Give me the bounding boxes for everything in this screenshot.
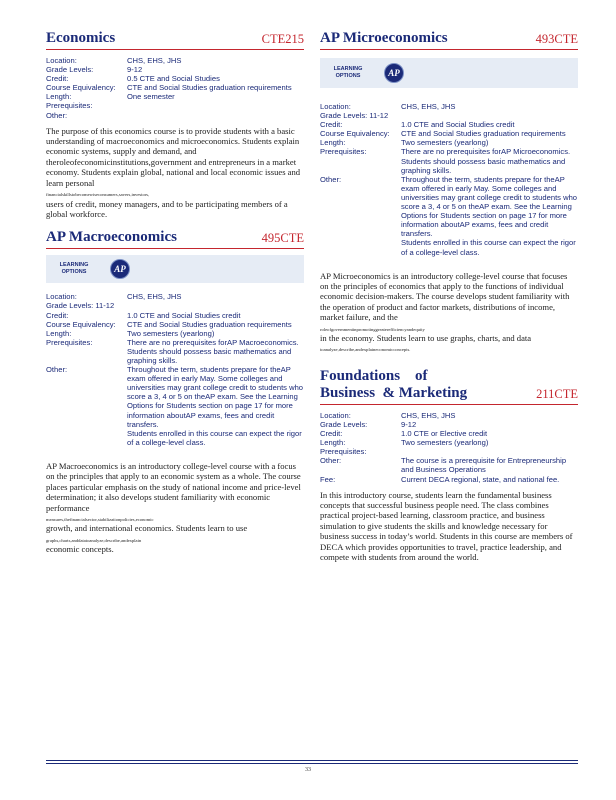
grade-label: Grade Levels:: [320, 419, 368, 429]
equivalency-label: Course Equivalency:: [320, 129, 390, 139]
other-value: The course is a prerequisite for Entrepreneurship and Business Operations: [401, 456, 567, 475]
description-fine-print: roleofgovernmentinpromotinggreaterefficiencyandequity: [320, 326, 425, 332]
course-description: [320, 490, 578, 563]
course-code: CTE215: [261, 32, 304, 46]
description-fine-print: financialskillstobecomewiseconsumers,savers,investors,: [46, 192, 150, 198]
description-text: In this introductory course, students learn the fundamental business concepts that successful business people need. The class combines practical project-based learning, classroom practice, and business simulation to give students the skills and knowledge necessary for business success in today’s world. Students in this course are members of DECA which provides opportunities to travel, practice leadership, and compete with students from around the world.: [320, 489, 573, 563]
other-label: Other:: [320, 174, 342, 184]
credit-value: 1.0 CTE and Social Studies credit: [401, 120, 515, 130]
description-text: economic concepts.: [46, 544, 114, 555]
other-text: Students enrolled in this course can expect the rigor of a college-level class.: [127, 428, 302, 447]
credit-value: 1.0 CTE or Elective credit: [401, 429, 488, 439]
course-header: [320, 368, 578, 405]
equivalency-value: CTE and Social Studies graduation requirements: [127, 319, 292, 329]
location-value: CHS, EHS, JHS: [401, 410, 456, 420]
credit-label: Credit:: [46, 310, 69, 320]
other-text: Throughout the term, students prepare for theAP exam offered in early May. Some colleges and universities may grant college credit to students who score a 3, 4 or 5 on theAP exam. See the Learning Options for Students section on page 17 for more information aboutAP exams, fees and credit transfers.: [401, 174, 578, 239]
other-value: [127, 365, 304, 447]
description-text: AP Microeconomics is an introductory college-level course that focuses on the principles of economics that apply to the functions of individual economic decision-makers. The course develops student familiarity with the operation of product and factor markets, distributions of income, market failure, and the: [320, 270, 570, 323]
length-value: One semester: [127, 92, 175, 102]
page-number: 33: [305, 767, 311, 773]
course-description: [46, 126, 304, 220]
other-label: Other:: [46, 110, 68, 120]
course-ap-macroeconomics: [46, 229, 304, 554]
left-column: [46, 30, 304, 561]
location-label: Location:: [320, 102, 351, 111]
fee-label: Fee:: [320, 474, 336, 484]
right-column: [320, 30, 578, 568]
course-info: [46, 56, 304, 120]
footer-rule: [46, 760, 578, 761]
prereq-value: There are no prerequisites forAP Macroeconomics. Students should possess basic mathematics and graphing skills.: [127, 337, 299, 365]
credit-label: Credit:: [320, 120, 343, 130]
prereq-label: Prerequisites:: [320, 147, 367, 157]
course-title: AP Microeconomics: [320, 30, 448, 46]
location-value: CHS, EHS, JHS: [127, 292, 182, 302]
fee-value: Current DECA regional, state, and national fee.: [401, 474, 560, 484]
length-label: Length:: [46, 92, 72, 102]
course-header: [46, 229, 304, 249]
grade-value: 9-12: [127, 65, 143, 75]
course-code: 495CTE: [261, 231, 304, 246]
course-title-line: Business & Marketing: [320, 384, 468, 401]
length-label: Length:: [320, 138, 346, 148]
location-label: Location:: [46, 56, 77, 65]
other-value: [401, 175, 578, 257]
equivalency-value: CTE and Social Studies graduation requirements: [127, 83, 292, 93]
prereq-label: Prerequisites:: [46, 337, 93, 347]
course-code: 211CTE: [536, 386, 578, 401]
length-value: Two semesters (yearlong): [401, 138, 489, 148]
description-text: The purpose of this economics course is to provide students with a basic understanding of macroeconomics and microeconomics. Students explain economic systems, supply and demand, and theroleofeconomicinstitutions,government and entrepreneurs in a market economy. Students explain global, national and local economic issues and learn personal: [46, 125, 301, 188]
course-description: [46, 461, 304, 555]
description-text: growth, and international economics. Students learn to use: [46, 523, 248, 534]
location-value: CHS, EHS, JHS: [127, 56, 182, 65]
credit-value: 0.5 CTE and Social Studies: [127, 74, 220, 84]
learning-options-box: [320, 58, 578, 88]
location-value: CHS, EHS, JHS: [401, 102, 456, 111]
description-text: in the economy. Students learn to use graphs, charts, and data: [320, 333, 532, 344]
learning-options-label: LEARNING OPTIONS: [59, 262, 89, 276]
grade-label: Grade Levels:: [46, 65, 94, 75]
ap-badge-icon: AP: [384, 63, 404, 83]
learning-options-label: LEARNING OPTIONS: [333, 66, 363, 79]
length-label: Length:: [46, 328, 72, 338]
description-fine-print: measures,thefinancialsector,stabilizationpolicies,economic: [46, 516, 154, 522]
course-info: [320, 102, 578, 257]
equivalency-label: Course Equivalency:: [46, 83, 116, 93]
footer-rule: [46, 763, 578, 764]
length-value: Two semesters (yearlong): [127, 328, 215, 338]
course-header: [46, 30, 304, 50]
grade-label: Grade Levels: 11-12: [320, 111, 389, 121]
length-value: Two semesters (yearlong): [401, 438, 489, 448]
course-title: [320, 368, 467, 402]
other-label: Other:: [320, 456, 342, 466]
equivalency-value: CTE and Social Studies graduation requirements: [401, 129, 566, 139]
course-info: [46, 292, 304, 447]
course-code: 493CTE: [535, 32, 578, 46]
course-ap-microeconomics: [320, 30, 578, 354]
prereq-label: Prerequisites:: [46, 101, 93, 111]
other-label: Other:: [46, 365, 68, 375]
grade-value: 9-12: [401, 419, 417, 429]
course-description: [320, 271, 578, 354]
prereq-label: Prerequisites:: [320, 447, 367, 457]
course-info: [320, 411, 578, 484]
course-foundations-business-marketing: [320, 368, 578, 563]
other-text: Throughout the term, students prepare for theAP exam offered in early May. Some colleges and universities may grant college credit to students who score a 3, 4 or 5 on theAP exam. See the Learning Options for Students section on page 17 for more information aboutAP exams, fees and credit transfers.: [127, 365, 304, 429]
course-title: AP Macroeconomics: [46, 229, 177, 246]
credit-value: 1.0 CTE and Social Studies credit: [127, 310, 241, 320]
ap-badge-icon: AP: [110, 259, 130, 279]
description-fine-print: graphs,charts,anddatatoanalyze,describe,andexplain: [46, 537, 142, 543]
credit-label: Credit:: [320, 429, 343, 439]
grade-label: Grade Levels: 11-12: [46, 301, 115, 311]
description-text: AP Macroeconomics is an introductory college-level course with a focus on the principles that apply to an economic system as a whole. The course places particular emphasis on the study of national income and price-level determination; it also develops student familiarity with economic performance: [46, 460, 301, 513]
location-label: Location:: [320, 410, 351, 420]
location-label: Location:: [46, 292, 77, 302]
course-header: [320, 30, 578, 50]
course-economics: [46, 30, 304, 219]
length-label: Length:: [320, 438, 346, 448]
course-title: Economics: [46, 30, 116, 46]
description-fine-print: toanalyze,describe,andexplaineconomicconcepts.: [320, 347, 411, 353]
equivalency-label: Course Equivalency:: [46, 319, 116, 329]
prereq-value: There are no prerequisites forAP Microeconomics. Students should possess basic mathematics and graphing skills.: [401, 147, 571, 175]
other-text: Students enrolled in this course can expect the rigor of a college-level class.: [401, 238, 576, 257]
description-text: users of credit, money managers, and to be participating members of a global workforce.: [46, 198, 288, 219]
course-title-line: Foundations of: [320, 367, 428, 384]
credit-label: Credit:: [46, 74, 69, 84]
learning-options-box: [46, 255, 304, 283]
